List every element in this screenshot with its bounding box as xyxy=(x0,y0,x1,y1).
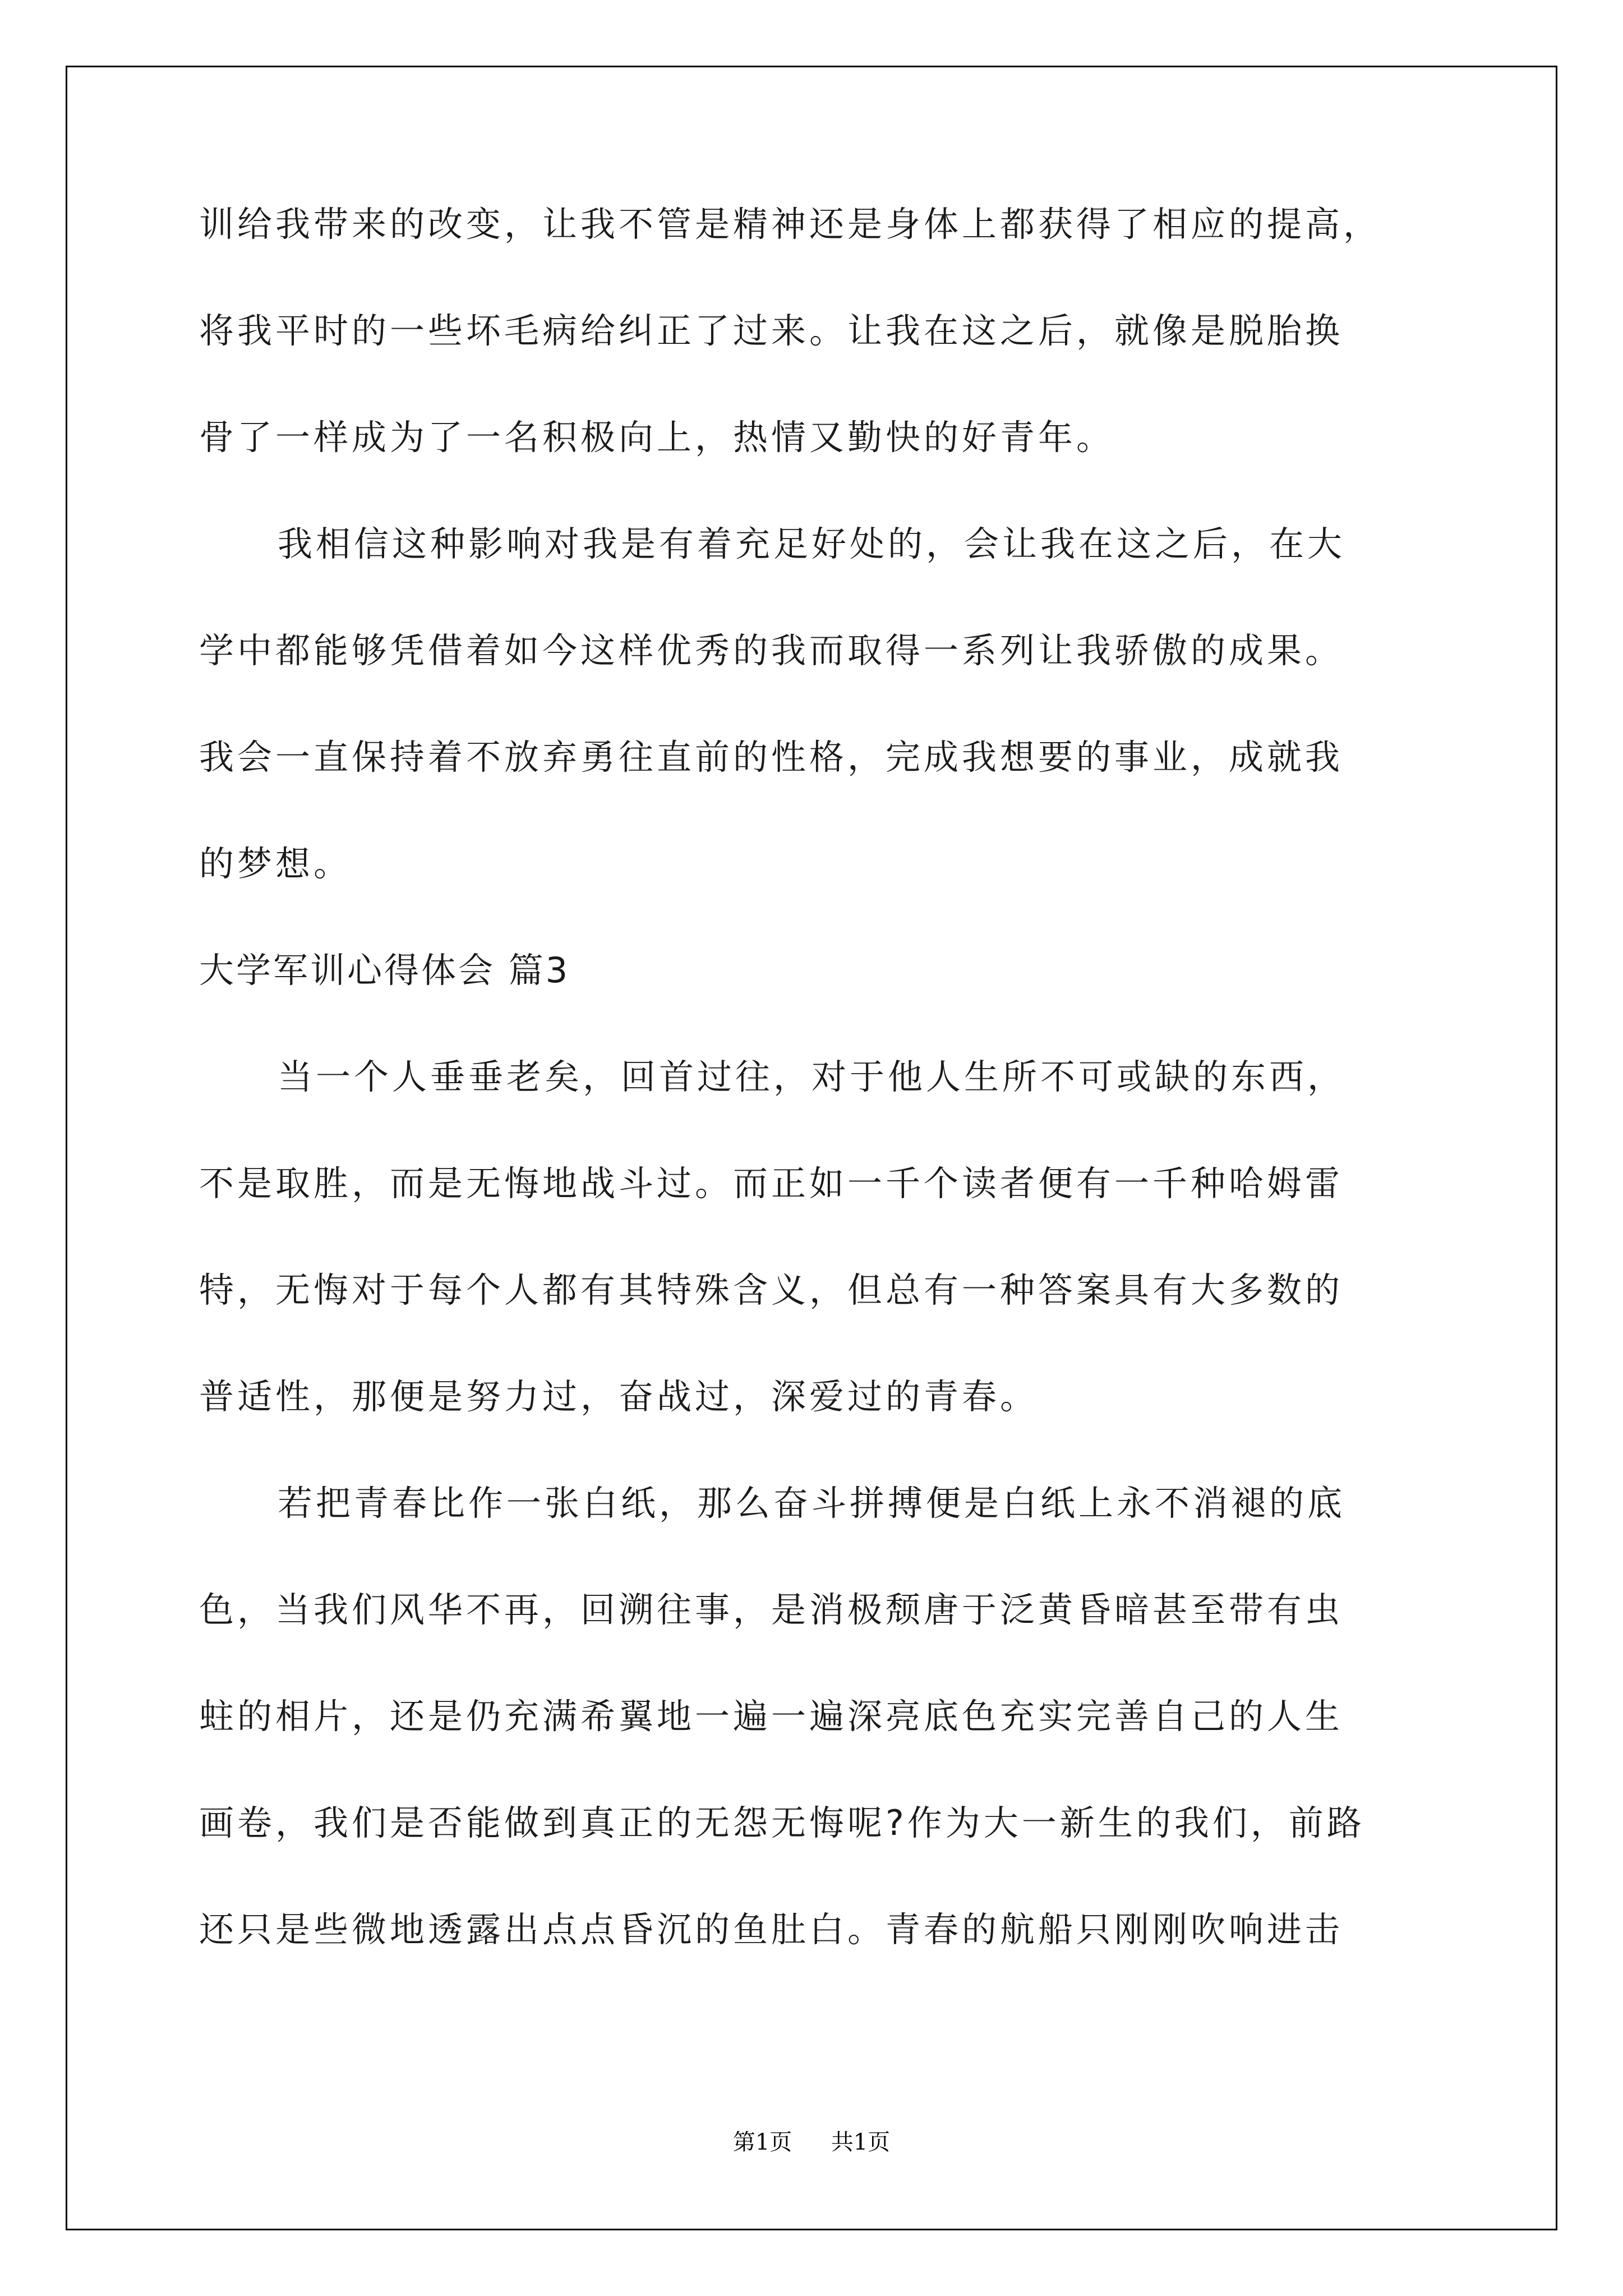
paragraph-line: 色，当我们风华不再，回溯往事，是消极颓唐于泛黄昏暗甚至带有虫 xyxy=(199,1589,1344,1630)
paragraph-line: 将我平时的一些坏毛病给纠正了过来。让我在这之后，就像是脱胎换 xyxy=(199,310,1344,351)
page-footer xyxy=(0,2129,1623,2156)
page-total: 共1页 xyxy=(831,2129,891,2155)
paragraph-line: 我会一直保持着不放弃勇往直前的性格，完成我想要的事业，成就我 xyxy=(199,737,1344,777)
paragraph-line: 训给我带来的改变，让我不管是精神还是身体上都获得了相应的提高， xyxy=(199,204,1382,245)
paragraph-line: 画卷，我们是否能做到真正的无怨无悔呢?作为大一新生的我们，前路 xyxy=(199,1802,1365,1843)
paragraph-line: 当一个人垂垂老矣，回首过往，对于他人生所不可或缺的东西， xyxy=(278,1056,1346,1097)
paragraph-line: 学中都能够凭借着如今这样优秀的我而取得一系列让我骄傲的成果。 xyxy=(199,630,1344,671)
page-number: 第1页 xyxy=(732,2129,792,2155)
paragraph-line: 骨了一样成为了一名积极向上，热情又勤快的好青年。 xyxy=(199,417,1115,458)
document-body xyxy=(199,205,1427,2017)
paragraph-line: 普适性，那便是努力过，奋战过，深爱过的青春。 xyxy=(199,1376,1039,1417)
paragraph-line: 不是取胜，而是无悔地战斗过。而正如一千个读者便有一千种哈姆雷 xyxy=(199,1163,1344,1204)
paragraph-line: 若把青春比作一张白纸，那么奋斗拼搏便是白纸上永不消褪的底 xyxy=(278,1483,1346,1524)
paragraph-line: 还只是些微地透露出点点昏沉的鱼肚白。青春的航船只刚刚吹响进击 xyxy=(199,1909,1344,1950)
paragraph-line: 特，无悔对于每个人都有其特殊含义，但总有一种答案具有大多数的 xyxy=(199,1269,1344,1310)
paragraph-line: 的梦想。 xyxy=(199,843,352,884)
paragraph-line: 我相信这种影响对我是有着充足好处的，会让我在这之后，在大 xyxy=(278,523,1346,564)
section-heading: 大学军训心得体会 篇3 xyxy=(199,950,570,991)
paragraph-line: 蛀的相片，还是仍充满希翼地一遍一遍深亮底色充实完善自己的人生 xyxy=(199,1696,1344,1737)
